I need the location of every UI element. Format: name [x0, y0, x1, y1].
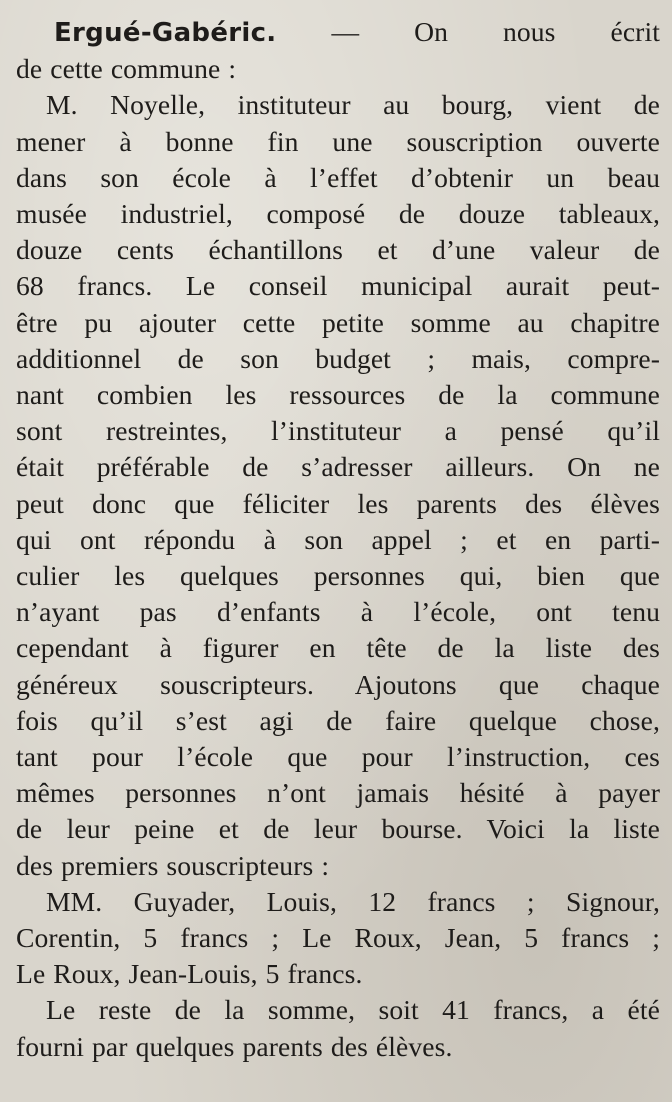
body-line: cependant à figurer en tête de la liste des: [16, 632, 660, 664]
body-line: était préférable de s’adresser ailleurs. On ne: [16, 451, 660, 483]
body-line: culier les quelques personnes qui, bien que: [16, 560, 660, 592]
subscriber-list: [16, 884, 660, 993]
article-closing: [16, 992, 660, 1064]
body-line: dans son école à l’effet d’obtenir un beau: [16, 161, 660, 193]
body-line: musée industriel, composé de douze tableaux,: [16, 198, 660, 230]
lede-line: de cette commune :: [16, 53, 237, 85]
body-line: tant pour l’école que pour l’instruction, ces: [16, 741, 660, 773]
article-lede: [16, 14, 660, 87]
body-line: douze cents échantillons et d’une valeur de: [16, 234, 660, 266]
body-line: peut donc que féliciter les parents des élèves: [16, 487, 660, 519]
body-line: des premiers souscripteurs :: [16, 849, 330, 881]
body-line: être pu ajouter cette petite somme au chapitre: [16, 306, 660, 338]
closing-line: Le reste de la somme, soit 41 francs, a été: [46, 994, 660, 1026]
body-line: mêmes personnes n’ont jamais hésité à payer: [16, 777, 660, 809]
article-headline: Ergué-Gabéric.: [54, 18, 277, 48]
body-line: n’ayant pas d’enfants à l’école, ont tenu: [16, 596, 660, 628]
body-line: 68 francs. Le conseil municipal aurait peut-: [16, 270, 660, 302]
subscriber-line: MM. Guyader, Louis, 12 francs ; Signour,: [46, 885, 660, 917]
subscriber-line: Le Roux, Jean-Louis, 5 francs.: [16, 958, 363, 990]
body-line: fois qu’il s’est agi de faire quelque chose,: [16, 704, 660, 736]
article-body: [16, 87, 660, 883]
body-line: mener à bonne fin une souscription ouverte: [16, 125, 660, 157]
closing-line: fourni par quelques parents des élèves.: [16, 1030, 453, 1062]
body-line: nant combien les ressources de la commune: [16, 379, 660, 411]
body-line: additionnel de son budget ; mais, compre-: [16, 342, 660, 374]
headline-line: [16, 14, 660, 51]
lede-line: — On nous écrit: [276, 16, 660, 47]
body-line: de leur peine et de leur bourse. Voici la liste: [16, 813, 660, 845]
body-line: M. Noyelle, instituteur au bourg, vient de: [46, 89, 660, 121]
body-line: généreux souscripteurs. Ajoutons que chaque: [16, 668, 660, 700]
body-line: sont restreintes, l’instituteur a pensé qu’il: [16, 415, 660, 447]
body-line: qui ont répondu à son appel ; et en parti-: [16, 523, 660, 555]
subscriber-line: Corentin, 5 francs ; Le Roux, Jean, 5 francs ;: [16, 922, 660, 954]
